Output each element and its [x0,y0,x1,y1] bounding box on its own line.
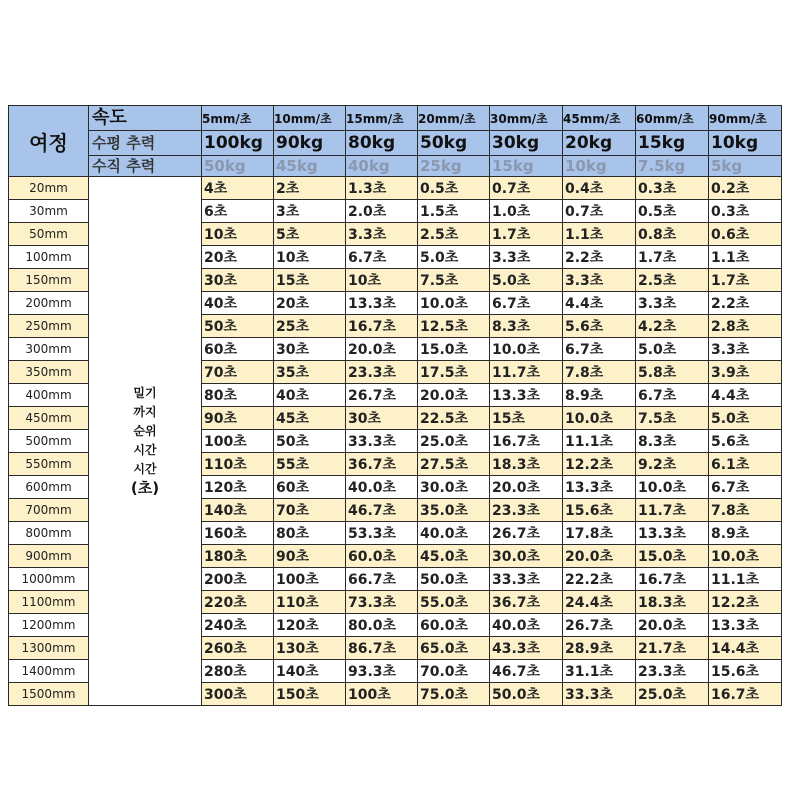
time-cell: 30.0초 [418,476,490,499]
time-cell: 10초 [202,223,274,246]
time-cell: 0.8초 [636,223,709,246]
column-horizontal: 15kg [636,131,709,156]
time-cell: 93.3초 [346,660,418,683]
time-cell: 20.0초 [490,476,563,499]
time-cell: 10.0초 [418,292,490,315]
time-cell: 15초 [490,407,563,430]
column-speed: 90mm/초 [709,106,782,131]
time-cell: 24.4초 [563,591,636,614]
time-cell: 40초 [202,292,274,315]
time-cell: 36.7초 [490,591,563,614]
vertical-row-label: 수직 추력 [89,156,202,177]
travel-cell: 800mm [9,522,89,545]
travel-cell: 500mm [9,430,89,453]
time-cell: 5초 [274,223,346,246]
time-cell: 6.7초 [636,384,709,407]
time-cell: 4초 [202,177,274,200]
time-cell: 17.5초 [418,361,490,384]
time-cell: 1.0초 [490,200,563,223]
time-cell: 7.8초 [709,499,782,522]
time-cell: 66.7초 [346,568,418,591]
time-cell: 2.0초 [346,200,418,223]
time-cell: 45초 [274,407,346,430]
travel-cell: 1000mm [9,568,89,591]
time-cell: 150초 [274,683,346,706]
time-cell: 1.1초 [563,223,636,246]
time-cell: 100초 [346,683,418,706]
travel-cell: 200mm [9,292,89,315]
time-cell: 1.7초 [636,246,709,269]
time-cell: 18.3초 [490,453,563,476]
time-cell: 43.3초 [490,637,563,660]
time-cell: 90초 [202,407,274,430]
time-cell: 50.0초 [418,568,490,591]
time-cell: 33.3초 [563,683,636,706]
column-speed: 60mm/초 [636,106,709,131]
time-cell: 46.7초 [490,660,563,683]
time-cell: 86.7초 [346,637,418,660]
time-cell: 73.3초 [346,591,418,614]
time-cell: 7.5초 [418,269,490,292]
time-cell: 50초 [202,315,274,338]
time-cell: 20.0초 [636,614,709,637]
time-cell: 0.7초 [563,200,636,223]
time-cell: 2초 [274,177,346,200]
time-cell: 0.5초 [418,177,490,200]
travel-cell: 250mm [9,315,89,338]
time-cell: 3.3초 [636,292,709,315]
time-cell: 0.3초 [709,200,782,223]
time-cell: 22.2초 [563,568,636,591]
time-cell: 40초 [274,384,346,407]
time-cell: 6.7초 [346,246,418,269]
time-cell: 260초 [202,637,274,660]
time-cell: 27.5초 [418,453,490,476]
time-cell: 30초 [274,338,346,361]
time-cell: 300초 [202,683,274,706]
time-cell: 160초 [202,522,274,545]
horizontal-row-label: 수평 추력 [89,131,202,156]
time-cell: 10초 [274,246,346,269]
time-cell: 1.5초 [418,200,490,223]
time-cell: 4.2초 [636,315,709,338]
time-cell: 120초 [202,476,274,499]
time-cell: 15.6초 [563,499,636,522]
time-cell: 18.3초 [636,591,709,614]
time-cell: 7.8초 [563,361,636,384]
time-cell: 0.4초 [563,177,636,200]
header-row-horizontal [9,131,782,156]
description-cell [89,177,202,706]
travel-cell: 150mm [9,269,89,292]
time-cell: 36.7초 [346,453,418,476]
time-cell: 60초 [274,476,346,499]
push-time-table [8,105,782,706]
time-cell: 3.9초 [709,361,782,384]
travel-cell: 400mm [9,384,89,407]
time-cell: 70.0초 [418,660,490,683]
time-cell: 2.2초 [709,292,782,315]
column-horizontal: 20kg [563,131,636,156]
time-cell: 3.3초 [563,269,636,292]
time-cell: 16.7초 [636,568,709,591]
description-unit: (초) [130,479,160,497]
time-cell: 75.0초 [418,683,490,706]
header-row-vertical [9,156,782,177]
time-cell: 31.1초 [563,660,636,683]
time-cell: 13.3초 [346,292,418,315]
time-cell: 26.7초 [563,614,636,637]
corner-label: 여정 [9,106,89,177]
time-cell: 40.0초 [346,476,418,499]
description-line: 시간 [133,462,157,476]
time-cell: 16.7초 [346,315,418,338]
time-cell: 20.0초 [418,384,490,407]
time-cell: 100초 [274,568,346,591]
time-cell: 1.7초 [709,269,782,292]
time-cell: 10.0초 [709,545,782,568]
time-cell: 23.3초 [346,361,418,384]
time-cell: 6.7초 [490,292,563,315]
column-speed: 30mm/초 [490,106,563,131]
description-line: 시간 [133,443,157,457]
time-cell: 1.7초 [490,223,563,246]
time-cell: 5.0초 [636,338,709,361]
time-cell: 10초 [346,269,418,292]
column-vertical: 25kg [418,156,490,177]
time-cell: 200초 [202,568,274,591]
time-cell: 17.8초 [563,522,636,545]
travel-cell: 550mm [9,453,89,476]
description-line: 순위 [133,424,157,438]
time-cell: 130초 [274,637,346,660]
time-cell: 5.0초 [418,246,490,269]
time-cell: 23.3초 [490,499,563,522]
time-cell: 0.6초 [709,223,782,246]
time-cell: 55초 [274,453,346,476]
time-cell: 0.7초 [490,177,563,200]
travel-cell: 300mm [9,338,89,361]
time-cell: 15.0초 [636,545,709,568]
time-cell: 11.1초 [563,430,636,453]
travel-cell: 600mm [9,476,89,499]
column-horizontal: 10kg [709,131,782,156]
description-line: 밀기 [133,386,157,400]
time-cell: 12.5초 [418,315,490,338]
time-cell: 10.0초 [636,476,709,499]
time-cell: 2.2초 [563,246,636,269]
time-cell: 33.3초 [346,430,418,453]
travel-cell: 900mm [9,545,89,568]
time-cell: 23.3초 [636,660,709,683]
time-cell: 25초 [274,315,346,338]
time-cell: 5.6초 [709,430,782,453]
travel-cell: 1500mm [9,683,89,706]
description-line: 까지 [133,405,157,419]
time-cell: 7.5초 [636,407,709,430]
time-cell: 20초 [202,246,274,269]
column-speed: 15mm/초 [346,106,418,131]
time-cell: 10.0초 [490,338,563,361]
time-cell: 15초 [274,269,346,292]
travel-cell: 30mm [9,200,89,223]
time-cell: 2.8초 [709,315,782,338]
time-cell: 140초 [274,660,346,683]
time-cell: 55.0초 [418,591,490,614]
time-cell: 4.4초 [709,384,782,407]
time-cell: 35초 [274,361,346,384]
time-cell: 30초 [346,407,418,430]
travel-cell: 50mm [9,223,89,246]
column-speed: 5mm/초 [202,106,274,131]
time-cell: 16.7초 [490,430,563,453]
time-cell: 3.3초 [709,338,782,361]
time-cell: 28.9초 [563,637,636,660]
time-cell: 0.5초 [636,200,709,223]
time-cell: 70초 [202,361,274,384]
time-cell: 0.2초 [709,177,782,200]
time-cell: 21.7초 [636,637,709,660]
time-cell: 13.3초 [709,614,782,637]
column-vertical: 45kg [274,156,346,177]
time-cell: 6초 [202,200,274,223]
time-cell: 33.3초 [490,568,563,591]
travel-cell: 700mm [9,499,89,522]
time-cell: 5.0초 [490,269,563,292]
time-cell: 110초 [274,591,346,614]
table-row [9,177,782,200]
time-cell: 10.0초 [563,407,636,430]
time-cell: 100초 [202,430,274,453]
column-vertical: 5kg [709,156,782,177]
time-cell: 4.4초 [563,292,636,315]
time-cell: 11.7초 [636,499,709,522]
time-cell: 53.3초 [346,522,418,545]
time-cell: 20초 [274,292,346,315]
time-cell: 30.0초 [490,545,563,568]
column-horizontal: 80kg [346,131,418,156]
time-cell: 1.1초 [709,246,782,269]
time-cell: 240초 [202,614,274,637]
time-cell: 65.0초 [418,637,490,660]
time-cell: 1.3초 [346,177,418,200]
time-cell: 180초 [202,545,274,568]
travel-cell: 1100mm [9,591,89,614]
time-cell: 25.0초 [418,430,490,453]
time-cell: 90초 [274,545,346,568]
time-cell: 12.2초 [563,453,636,476]
time-cell: 60초 [202,338,274,361]
time-cell: 140초 [202,499,274,522]
time-cell: 2.5초 [418,223,490,246]
time-cell: 3.3초 [346,223,418,246]
time-cell: 110초 [202,453,274,476]
time-cell: 0.3초 [636,177,709,200]
travel-cell: 20mm [9,177,89,200]
time-cell: 220초 [202,591,274,614]
column-vertical: 10kg [563,156,636,177]
time-cell: 2.5초 [636,269,709,292]
time-cell: 45.0초 [418,545,490,568]
time-cell: 26.7초 [346,384,418,407]
column-speed: 20mm/초 [418,106,490,131]
time-cell: 60.0초 [346,545,418,568]
column-vertical: 40kg [346,156,418,177]
time-cell: 120초 [274,614,346,637]
time-cell: 15.0초 [418,338,490,361]
time-cell: 13.3초 [636,522,709,545]
travel-cell: 1300mm [9,637,89,660]
time-cell: 80초 [202,384,274,407]
time-cell: 6.7초 [563,338,636,361]
time-cell: 280초 [202,660,274,683]
column-speed: 45mm/초 [563,106,636,131]
time-cell: 80초 [274,522,346,545]
time-cell: 13.3초 [563,476,636,499]
travel-cell: 350mm [9,361,89,384]
time-cell: 50초 [274,430,346,453]
time-cell: 6.1초 [709,453,782,476]
time-cell: 15.6초 [709,660,782,683]
time-cell: 26.7초 [490,522,563,545]
column-vertical: 50kg [202,156,274,177]
time-cell: 35.0초 [418,499,490,522]
speed-row-label: 속도 [89,106,202,131]
time-cell: 8.9초 [709,522,782,545]
time-cell: 80.0초 [346,614,418,637]
time-cell: 16.7초 [709,683,782,706]
travel-cell: 100mm [9,246,89,269]
time-cell: 20.0초 [346,338,418,361]
travel-cell: 450mm [9,407,89,430]
header-row-speed [9,106,782,131]
time-cell: 60.0초 [418,614,490,637]
column-horizontal: 30kg [490,131,563,156]
time-cell: 70초 [274,499,346,522]
time-cell: 13.3초 [490,384,563,407]
column-speed: 10mm/초 [274,106,346,131]
column-vertical: 15kg [490,156,563,177]
time-cell: 40.0초 [418,522,490,545]
time-cell: 5.8초 [636,361,709,384]
time-cell: 22.5초 [418,407,490,430]
time-cell: 12.2초 [709,591,782,614]
time-cell: 9.2초 [636,453,709,476]
time-cell: 8.3초 [636,430,709,453]
time-cell: 3.3초 [490,246,563,269]
time-cell: 46.7초 [346,499,418,522]
time-cell: 25.0초 [636,683,709,706]
time-cell: 11.7초 [490,361,563,384]
time-cell: 3초 [274,200,346,223]
time-cell: 6.7초 [709,476,782,499]
travel-cell: 1200mm [9,614,89,637]
column-horizontal: 90kg [274,131,346,156]
column-horizontal: 50kg [418,131,490,156]
travel-cell: 1400mm [9,660,89,683]
column-horizontal: 100kg [202,131,274,156]
column-vertical: 7.5kg [636,156,709,177]
time-cell: 8.9초 [563,384,636,407]
time-cell: 20.0초 [563,545,636,568]
time-cell: 5.0초 [709,407,782,430]
time-cell: 11.1초 [709,568,782,591]
time-cell: 30초 [202,269,274,292]
time-cell: 40.0초 [490,614,563,637]
time-cell: 8.3초 [490,315,563,338]
time-cell: 50.0초 [490,683,563,706]
time-cell: 14.4초 [709,637,782,660]
time-cell: 5.6초 [563,315,636,338]
